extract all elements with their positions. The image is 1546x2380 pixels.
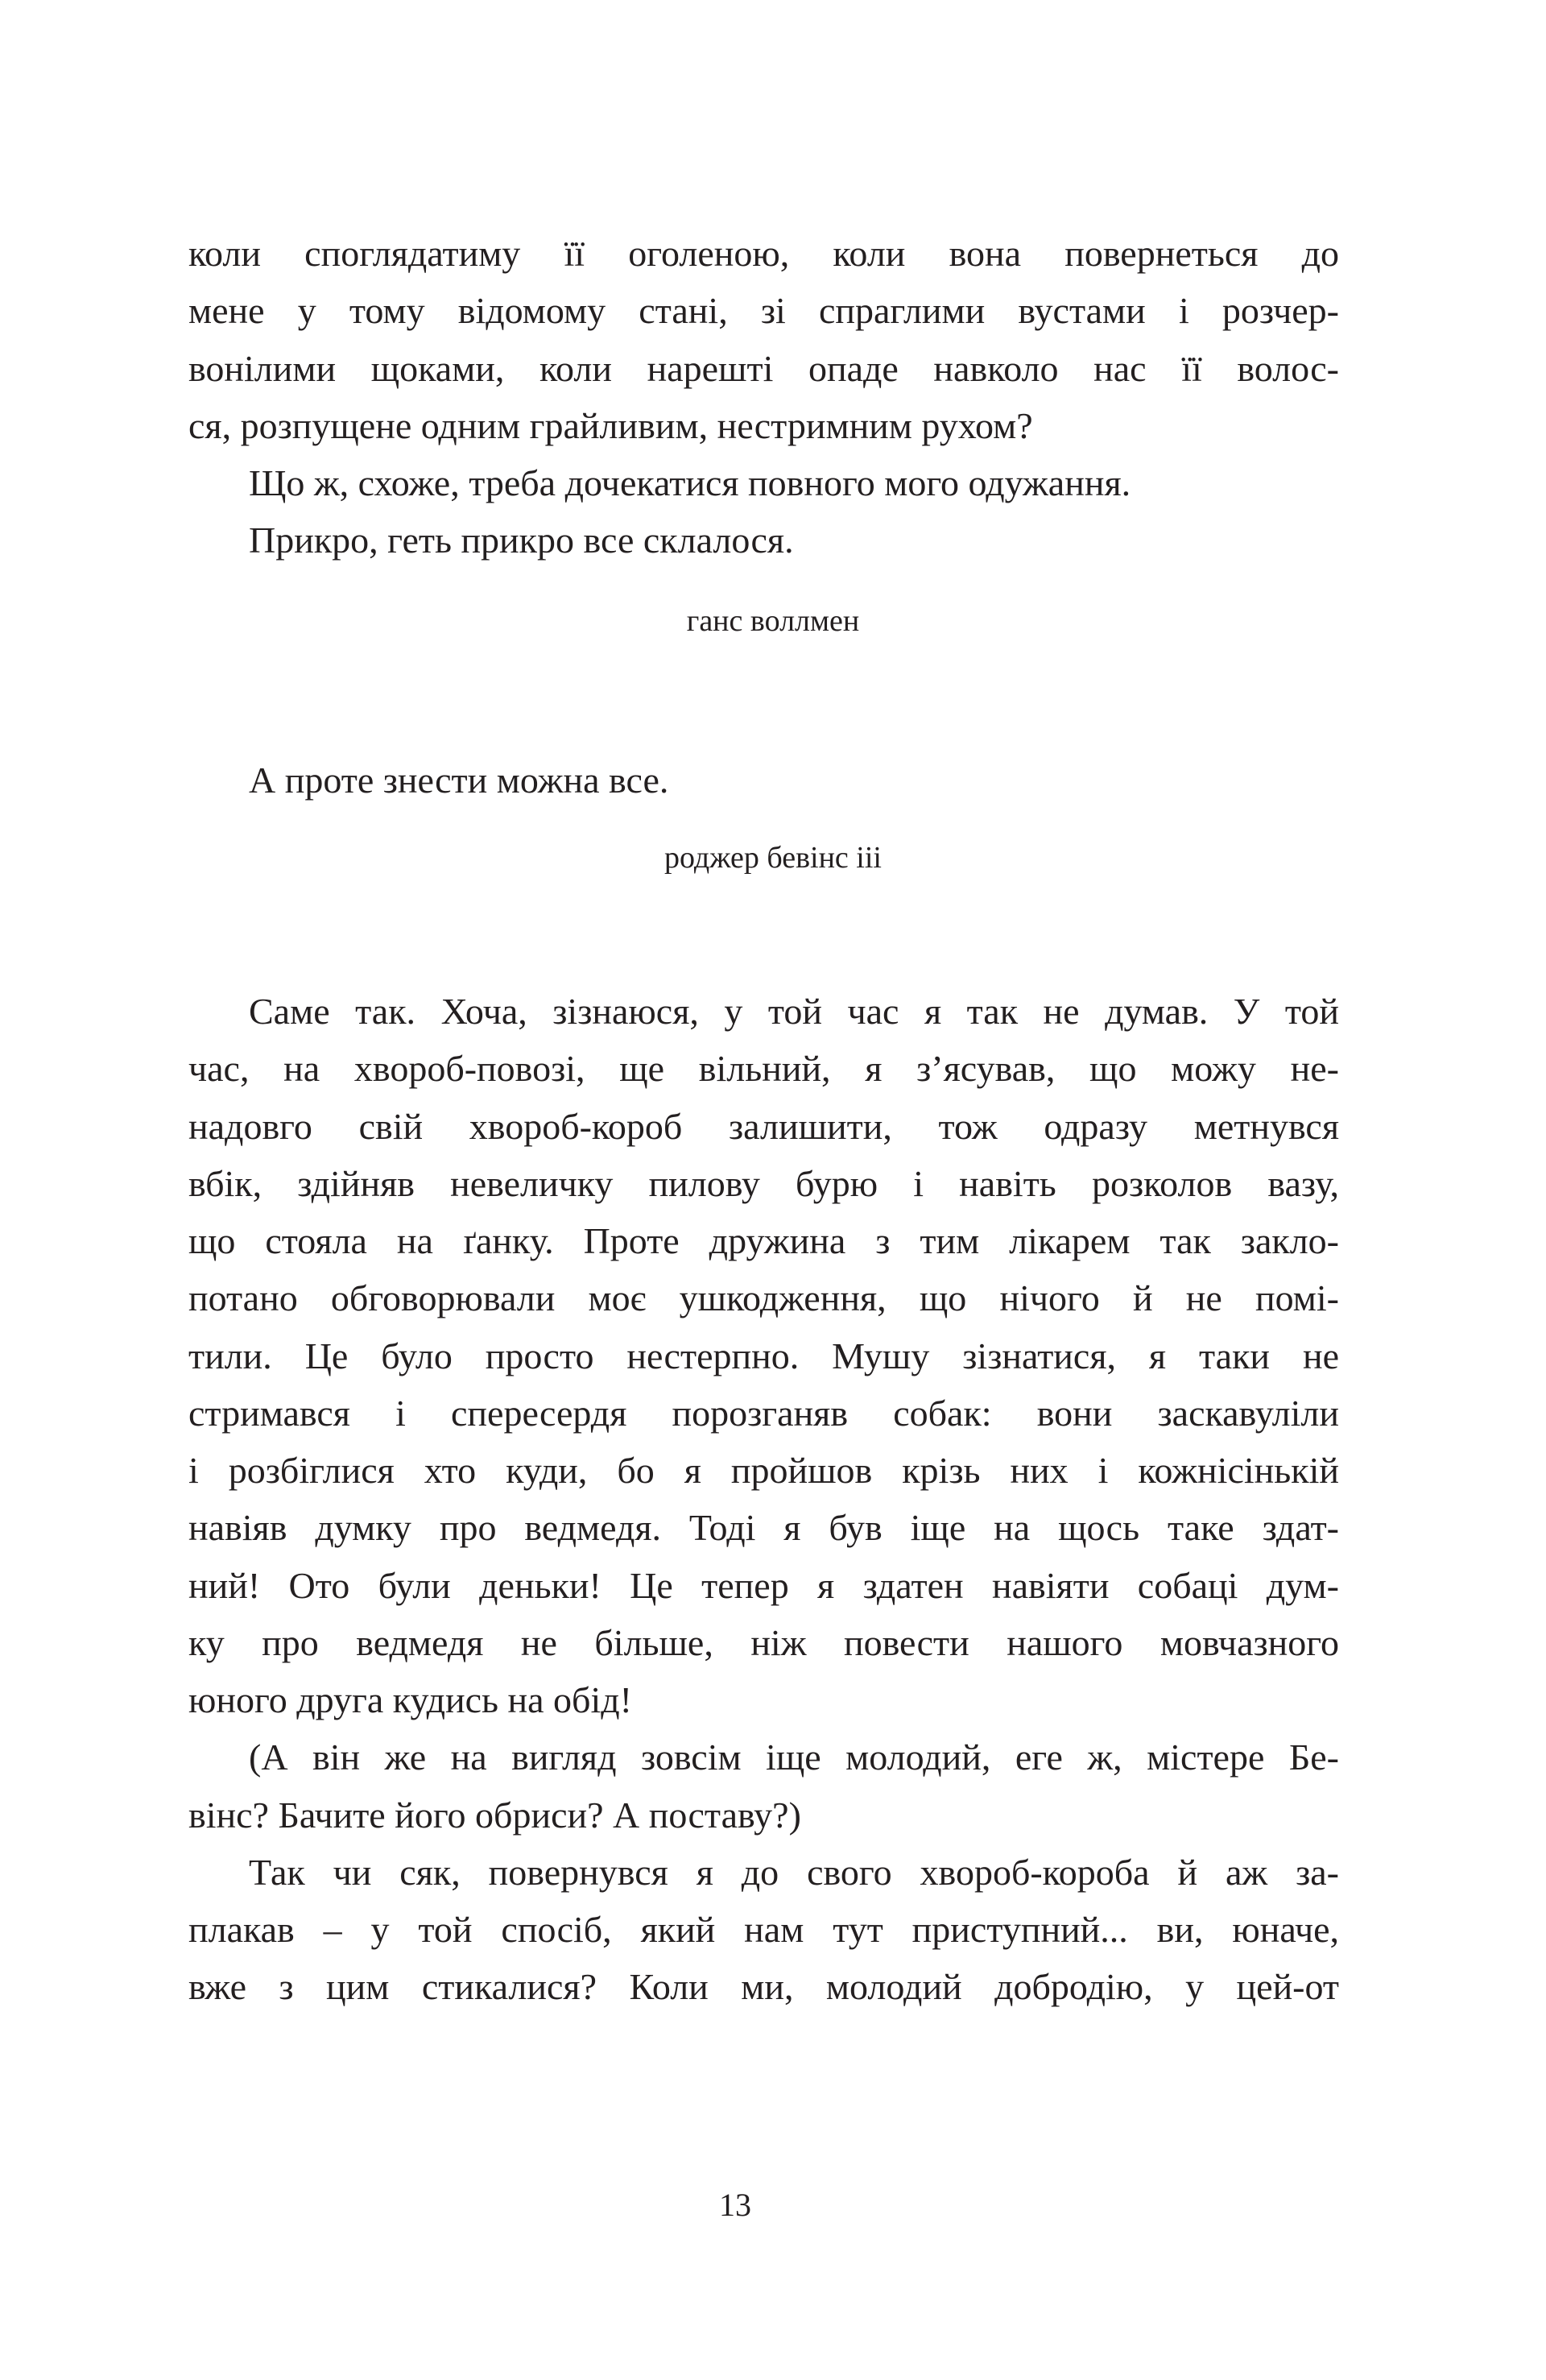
text-block-3 [188, 983, 1339, 2016]
text-line: час, на хвороб-повозі, ще вільний, я з’ясував, що можу не- [188, 1048, 1339, 1090]
text-line: коли споглядатиму її оголеною, коли вона повернеться до [188, 233, 1339, 274]
text-block-2 [188, 751, 1339, 809]
text-line: стримався і спересердя порозганяв собак: вони заскавуліли [188, 1392, 1339, 1434]
text-line: мене у тому відомому стані, зі спраглими вустами і розчер- [188, 290, 1339, 332]
text-block-1 [188, 225, 1339, 569]
text-line: Що ж, схоже, треба дочекатися повного мого одужання. [249, 462, 1131, 503]
text-line: юного друга кудись на обід! [188, 1679, 632, 1720]
text-line: вбік, здійняв невеличку пилову бурю і навіть розколов вазу, [188, 1162, 1339, 1204]
text-line: навіяв думку про ведмедя. Тоді я був іще на щось таке здат- [188, 1507, 1339, 1549]
text-line: вонілими щоками, коли нарешті опаде навколо нас її волос- [188, 347, 1339, 389]
text-line: що стояла на ґанку. Проте дружина з тим лікарем так закло- [188, 1220, 1339, 1261]
text-line: Прикро, геть прикро все склалося. [249, 519, 794, 561]
text-line: і розбіглися хто куди, бо я пройшов крізь них і кожнісінькій [188, 1450, 1339, 1491]
text-line: вінс? Бачите його обриси? А поставу?) [188, 1794, 801, 1836]
text-line: вже з цим стикалися? Коли ми, молодий добродію, у цей-от [188, 1966, 1339, 2008]
text-line: потано обговорювали моє ушкодження, що нічого й не помі- [188, 1277, 1339, 1319]
text-line: (А він же на вигляд зовсім іще молодий, еге ж, містере Бе- [249, 1736, 1339, 1778]
page-number: 13 [719, 2187, 751, 2223]
text-line: Саме так. Хоча, зізнаюся, у той час я так не думав. У той [249, 991, 1339, 1032]
speaker-attribution: роджер бевінс ііі [664, 841, 882, 875]
text-line: плакав – у той спосіб, який нам тут приступний... ви, юначе, [188, 1909, 1339, 1950]
text-line: Так чи сяк, повернувся я до свого хвороб-короба й аж за- [249, 1851, 1339, 1893]
text-line: ку про ведмедя не більше, ніж повести нашого мовчазного [188, 1621, 1339, 1663]
text-line: А проте знести можна все. [249, 760, 669, 801]
text-line: тили. Це було просто нестерпно. Мушу зізнатися, я таки не [188, 1335, 1339, 1376]
speaker-attribution: ганс воллмен [686, 604, 860, 638]
text-line: ся, розпущене одним грайливим, нестримним рухом? [188, 404, 1033, 446]
text-line: ний! Ото були деньки! Це тепер я здатен навіяти собаці дум- [188, 1564, 1339, 1606]
text-line: надовго свій хвороб-короб залишити, тож одразу метнувся [188, 1105, 1339, 1147]
